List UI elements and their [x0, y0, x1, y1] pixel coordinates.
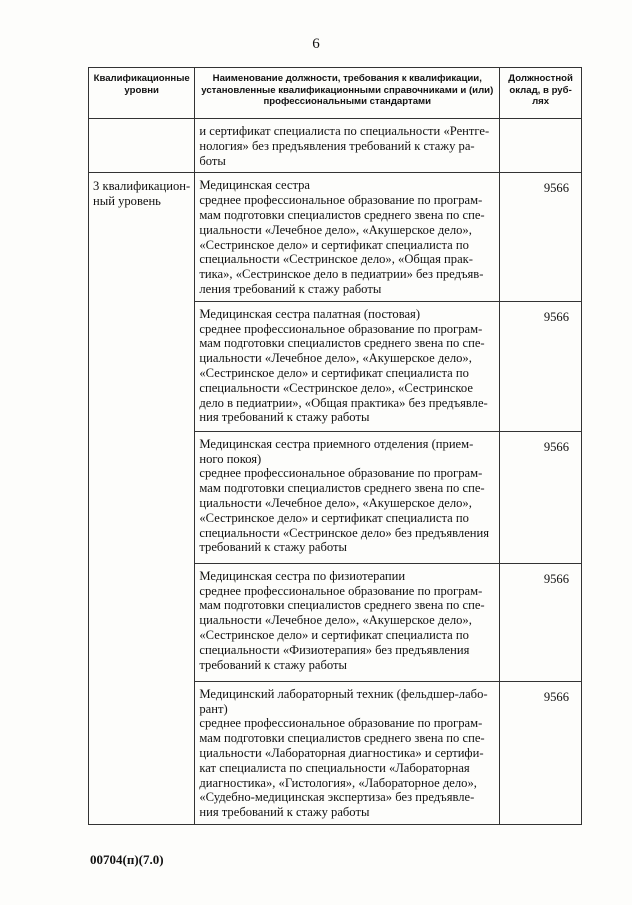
position-description: Медицинская сестра среднее профессиональное образование по програм- мам подготовки специалистов среднего звена по спе- циальности «Лечебное дело», «Акушерское дело», «Сестринское дело» и сертификат специалиста по специальности «Сестринское дело», «Общая прак- тика», «Сестринское дело в педиатрии» без предъяв- ления требований к стажу работы	[195, 173, 500, 301]
position-description: Медицинская сестра приемного отделения (прием- ного покоя) среднее профессиональное образование по програм- мам подготовки специалистов среднего звена по спе- циальности «Лечебное дело», «Акушерское дело», «Сестринское дело» и сертификат специалиста по специальности «Сестринское дело» без предъявления требований к стажу работы	[195, 431, 500, 563]
table-row	[89, 173, 582, 301]
page-number: 6	[312, 36, 320, 52]
document-code: 00704(п)(7.0)	[90, 852, 164, 867]
header-qualification-level: Квалификационные уровни	[89, 68, 195, 119]
salary-value: 9566	[500, 431, 582, 563]
table-row	[89, 119, 582, 173]
header-position-requirements: Наименование должности, требования к квалификации, установленные квалификационными справочниками и (или) профессиональными стандартами	[195, 68, 500, 119]
salary-value: 9566	[500, 563, 582, 681]
salary-table	[88, 67, 582, 825]
table-header-row	[89, 68, 582, 119]
salary-value: 9566	[500, 681, 582, 824]
salary-value: 9566	[500, 301, 582, 431]
position-description: Медицинская сестра палатная (постовая) среднее профессиональное образование по програм- мам подготовки специалистов среднего звена по спе- циальности «Лечебное дело», «Акушерское дело», «Сестринское дело» и сертификат специалиста по специальности «Сестринское дело», «Сестринское дело в педиатрии», «Общая практика» без предъявле- ния требований к стажу работы	[195, 301, 500, 431]
position-description: Медицинский лабораторный техник (фельдшер-лабо- рант) среднее профессиональное образование по програм- мам подготовки специалистов среднего звена по спе- циальности «Лабораторная диагностика» и сертифи- кат специалиста по специальности «Лабораторная диагностика», «Гистология», «Лабораторное дело», «Судебно-медицинская экспертиза» без предъявле- ния требований к стажу работы	[195, 681, 500, 824]
header-salary: Должностной оклад, в руб-лях	[500, 68, 582, 119]
position-description: Медицинская сестра по физиотерапии среднее профессиональное образование по програм- мам подготовки специалистов среднего звена по спе- циальности «Лечебное дело», «Акушерское дело», «Сестринское дело» и сертификат специалиста по специальности «Физиотерапия» без предъявления требований к стажу работы	[195, 563, 500, 681]
continuation-text: и сертификат специалиста по специальности «Рентге- нология» без предъявления требований к стажу ра- боты	[195, 119, 500, 173]
qualification-level-cell: 3 квалификацион- ный уровень	[89, 173, 195, 825]
salary-value: 9566	[500, 173, 582, 301]
empty-salary-cell	[500, 119, 582, 173]
empty-level-cell	[89, 119, 195, 173]
